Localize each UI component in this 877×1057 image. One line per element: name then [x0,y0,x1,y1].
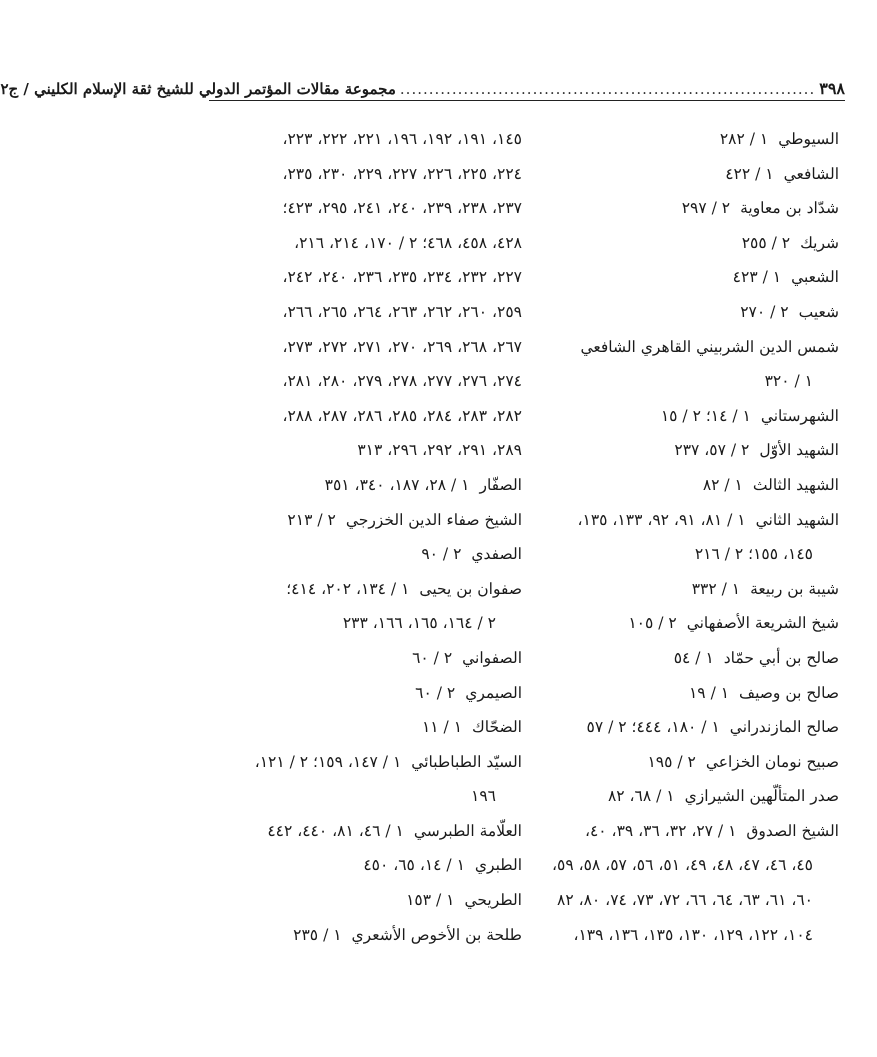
index-entry-continuation [534,918,839,953]
entry-name: الشيخ الصدوق [746,821,839,840]
entry-name: الصفدي [471,545,522,564]
index-column-right [534,122,839,952]
index-entry-continuation [534,537,839,572]
entry-page-refs: ٢ / ٦٠ [412,648,453,667]
index-column-left [217,122,522,952]
entry-name: شدّاد بن معاوية [740,199,839,218]
entry-page-refs: ٢٣٧، ٢٣٨، ٢٣٩، ٢٤٠، ٢٤١، ٢٩٥، ٤٢٣؛ [282,199,522,218]
index-entry-continuation [534,883,839,918]
index-entry [534,295,839,330]
entry-page-refs: ١ / ٥٤ [673,648,714,667]
entry-name: شمس الدين الشربيني القاهري الشافعي [580,337,839,356]
entry-page-refs: ٦٠، ٦١، ٦٣، ٦٤، ٦٦، ٧٢، ٧٣، ٧٤، ٨٠، ٨٢ [557,891,813,910]
entry-page-refs: ١ / ١٣٤، ٢٠٢، ٤١٤؛ [286,579,410,598]
entry-page-refs: ١ / ٨٢ [702,475,743,494]
index-entry [534,468,839,503]
header-leader-dots: ........................................................................ [399,80,816,98]
index-entry [534,779,839,814]
entry-page-refs: ٢ / ٢٥٥ [741,233,791,252]
index-entry [534,710,839,745]
entry-page-refs: ١٤٥، ١٩١، ١٩٢، ١٩٦، ٢٢١، ٢٢٢، ٢٢٣، [282,130,522,148]
index-entry [217,157,522,192]
entry-page-refs: ٢٨٩، ٢٩١، ٢٩٢، ٢٩٦، ٣١٣ [357,441,522,460]
entry-page-refs: ٢ / ٢١٣ [287,510,336,529]
entry-page-refs: ٢ / ٥٧، ٢٣٧ [674,441,750,460]
index-entry [217,883,522,918]
entry-name: طلحة بن الأخوص الأشعري [351,925,522,944]
entry-name: صفوان بن يحيى [419,579,522,598]
entry-page-refs: ٢ / ٢٩٧ [681,199,731,218]
entry-name: الطبري [474,856,522,875]
index-entry [534,260,839,295]
entry-page-refs: ١ / ٢٨، ١٨٧، ٣٤٠، ٣٥١ [324,475,470,494]
index-entry [217,468,522,503]
entry-page-refs: ٢ / ٩٠ [421,545,462,564]
entry-page-refs: ١ / ٤٢٣ [732,268,782,287]
index-entry [217,745,522,780]
entry-name: الصفّار [479,475,522,494]
index-entry [217,848,522,883]
entry-page-refs: ١ / ١٨٠، ٤٤٤؛ ٢ / ٥٧ [586,718,720,737]
index-entry [217,918,522,953]
entry-name: السيّد الطباطبائي [411,752,522,771]
entry-page-refs: ١ / ١٤٧، ١٥٩؛ ٢ / ١٢١، [254,752,402,771]
entry-page-refs: ١٤٥، ١٥٥؛ ٢ / ٢١٦ [694,545,813,564]
index-entry [534,226,839,261]
index-entry [534,745,839,780]
index-entry-continuation [534,364,839,399]
entry-page-refs: ١٩٦ [471,787,496,806]
entry-name: صدر المتألّهين الشيرازي [684,787,839,806]
index-entry [534,814,839,849]
entry-page-refs: ١ / ٨١، ٩١، ٩٢، ١٣٣، ١٣٥، [577,510,746,529]
index-entry [217,226,522,261]
entry-name: السيوطي [778,130,839,148]
entry-page-refs: ١ / ١٤؛ ٢ / ١٥ [660,406,751,425]
index-entry [534,122,839,157]
entry-name: صبيح نومان الخزاعي [705,752,839,771]
entry-page-refs: ٢ / ١٩٥ [647,752,696,771]
entry-name: صالح بن وصيف [739,683,839,702]
index-entry [217,122,522,157]
index-entry [534,503,839,538]
entry-name: الشيخ صفاء الدين الخزرجي [345,510,522,529]
entry-page-refs: ١ / ٢٨٢ [719,130,769,148]
entry-page-refs: ١ / ٣٣٢ [691,579,741,598]
entry-name: الضحّاك [472,718,522,737]
index-columns [217,122,839,952]
entry-page-refs: ٢٦٧، ٢٦٨، ٢٦٩، ٢٧٠، ٢٧١، ٢٧٢، ٢٧٣، [282,337,522,356]
entry-page-refs: ٤٢٨، ٤٥٨، ٤٦٨؛ ٢ / ١٧٠، ٢١٤، ٢١٦، [294,233,522,252]
index-entry [534,641,839,676]
entry-page-refs: ١ / ٦٨، ٨٢ [607,787,675,806]
page-number: ٣٩٨ [819,79,845,98]
entry-page-refs: ٢ / ٢٧٠ [740,302,789,321]
running-title: مجموعة مقالات المؤتمر الدولي للشيخ ثقة الإسلام الكليني / ج٢ [0,80,396,98]
index-entry [217,330,522,365]
index-entry [217,260,522,295]
entry-name: الشهيد الثالث [752,475,839,494]
index-entry [217,641,522,676]
entry-name: شريك [800,233,839,252]
index-entry [217,295,522,330]
entry-name: الصيمري [465,683,522,702]
index-entry [534,191,839,226]
index-entry [534,330,839,365]
entry-page-refs: ٢٨٢، ٢٨٣، ٢٨٤، ٢٨٥، ٢٨٦، ٢٨٧، ٢٨٨، [282,406,522,425]
entry-name: الصفواني [462,648,522,667]
running-header [0,72,845,101]
entry-page-refs: ١٠٤، ١٢٢، ١٢٩، ١٣٠، ١٣٥، ١٣٦، ١٣٩، [573,925,813,944]
entry-page-refs: ١ / ٤٢٢ [725,164,774,183]
index-entry [534,572,839,607]
entry-page-refs: ١ / ١٤، ٦٥، ٤٥٠ [363,856,465,875]
index-entry [217,433,522,468]
entry-page-refs: ١ / ١٩ [688,683,730,702]
entry-name: شيخ الشريعة الأصفهاني [686,614,839,633]
entry-name: الشعبي [791,268,839,287]
index-entry [217,676,522,711]
entry-name: الشافعي [783,164,839,183]
entry-name: صالح المازندراني [729,718,839,737]
entry-name: الشهرستاني [760,406,839,425]
entry-page-refs: ٢ / ٦٠ [415,683,456,702]
entry-page-refs: ١ / ٣٢٠ [764,372,813,391]
entry-page-refs: ١ / ١١ [421,718,463,737]
entry-name: شيبة بن ربيعة [750,579,839,598]
index-entry [217,503,522,538]
index-entry [534,399,839,434]
index-entry-continuation [217,606,522,641]
index-entry-continuation [534,848,839,883]
entry-page-refs: ١ / ٢٣٥ [293,925,342,944]
entry-page-refs: ٢٧٤، ٢٧٦، ٢٧٧، ٢٧٨، ٢٧٩، ٢٨٠، ٢٨١، [282,372,522,391]
entry-page-refs: ١ / ١٥٣ [406,891,455,910]
entry-name: الطريحي [464,891,522,910]
entry-name: الشهيد الأوّل [759,441,839,460]
index-entry [217,710,522,745]
entry-page-refs: ٢٢٤، ٢٢٥، ٢٢٦، ٢٢٧، ٢٢٩، ٢٣٠، ٢٣٥، [282,164,522,183]
index-entry [217,814,522,849]
entry-page-refs: ٢ / ١٠٥ [628,614,677,633]
entry-page-refs: ١ / ٢٧، ٣٢، ٣٦، ٣٩، ٤٠، [584,821,737,840]
index-entry [217,191,522,226]
index-entry [534,606,839,641]
entry-name: صالح بن أبي حمّاد [723,648,839,667]
index-entry [534,433,839,468]
entry-page-refs: ٢٥٩، ٢٦٠، ٢٦٢، ٢٦٣، ٢٦٤، ٢٦٥، ٢٦٦، [282,302,522,321]
index-entry [217,537,522,572]
index-entry [217,399,522,434]
entry-name: الشهيد الثاني [755,510,839,529]
index-entry-continuation [217,779,522,814]
entry-name: شعيب [798,302,839,321]
index-entry [217,572,522,607]
entry-page-refs: ٢ / ١٦٤، ١٦٥، ١٦٦، ٢٣٣ [342,614,496,633]
entry-page-refs: ١ / ٤٦، ٨١، ٤٤٠، ٤٤٢ [267,821,404,840]
entry-page-refs: ٤٥، ٤٦، ٤٧، ٤٨، ٤٩، ٥١، ٥٦، ٥٧، ٥٨، ٥٩، [551,856,813,875]
entry-page-refs: ٢٢٧، ٢٣٢، ٢٣٤، ٢٣٥، ٢٣٦، ٢٤٠، ٢٤٢، [282,268,522,287]
entry-name: العلّامة الطبرسي [413,821,522,840]
index-entry [217,364,522,399]
index-entry [534,157,839,192]
index-entry [534,676,839,711]
